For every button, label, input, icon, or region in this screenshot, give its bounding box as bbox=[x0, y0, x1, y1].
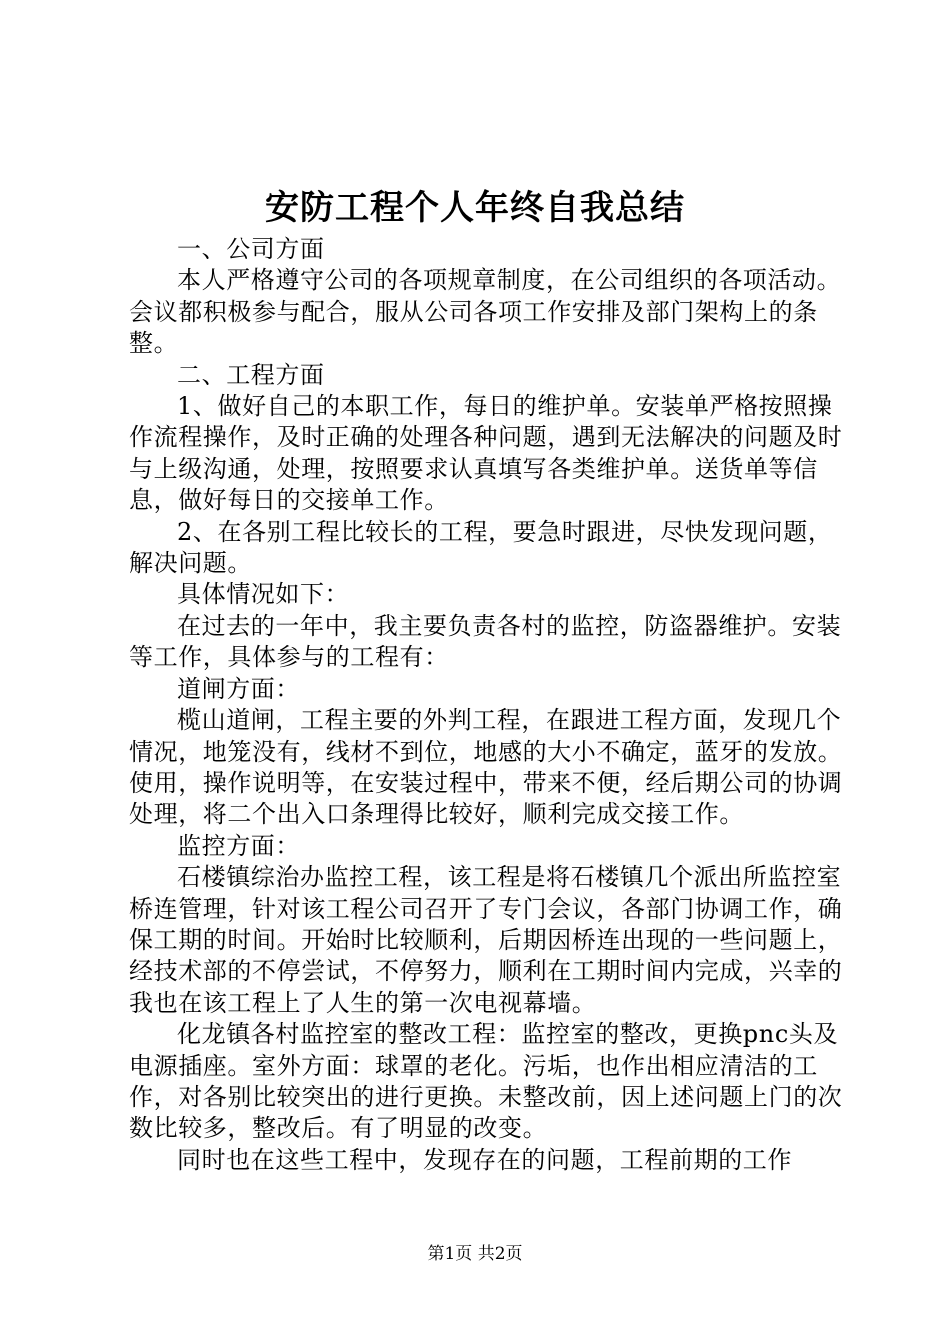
paragraph: 2、在各别工程比较长的工程，要急时跟进，尽快发现问题，解决问题。 bbox=[129, 517, 833, 578]
page-footer: 第1页 共2页 bbox=[427, 1244, 523, 1264]
subheading-monitoring: 监控方面： bbox=[177, 831, 300, 860]
paragraph: 同时也在这些工程中，发现存在的问题，工程前期的工作 bbox=[177, 1145, 792, 1174]
section-heading-engineering: 二、工程方面 bbox=[177, 360, 325, 389]
section-heading-company: 一、公司方面 bbox=[177, 235, 325, 263]
paragraph: 1、做好自己的本职工作，每日的维护单。安装单严格按照操作流程操作，及时正确的处理各种问题，遇到无法解决的问题及时与上级沟通，处理，按照要求认真填写各类维护单。送货单等信息，做好每日的交接单工作。 bbox=[129, 392, 843, 515]
paragraph: 具体情况如下： bbox=[177, 580, 350, 609]
paragraph: 榄山道闸，工程主要的外判工程，在跟进工程方面，发现几个情况，地笼没有，线材不到位，地感的大小不确定，蓝牙的发放。使用，操作说明等，在安装过程中，带来不便，经后期公司的协调处理，将二个出入口条理得比较好，顺利完成交接工作。 bbox=[129, 706, 843, 829]
paragraph: 化龙镇各村监控室的整改工程：监控室的整改，更换pnc头及电源插座。室外方面：球罩的老化。污垢，也作出相应清洁的工作，对各别比较突出的进行更换。未整改前，因上述问题上门的次数比较多，整改后。有了明显的改变。 bbox=[129, 1020, 843, 1143]
document-title: 安防工程个人年终自我总结 bbox=[265, 188, 685, 228]
subheading-barrier-gate: 道闸方面： bbox=[177, 674, 300, 703]
paragraph: 本人严格遵守公司的各项规章制度，在公司组织的各项活动。会议都积极参与配合，服从公司各项工作安排及部门架构上的条整。 bbox=[129, 266, 842, 358]
paragraph: 石楼镇综治办监控工程，该工程是将石楼镇几个派出所监控室桥连管理，针对该工程公司召开了专门会议，各部门协调工作，确保工期的时间。开始时比较顺利，后期因桥连出现的一些问题上，经技术部的不停尝试，不停努力，顺利在工期时间内完成，兴幸的我也在该工程上了人生的第一次电视幕墙。 bbox=[129, 863, 843, 1017]
document-body bbox=[129, 234, 849, 1176]
paragraph: 在过去的一年中，我主要负责各村的监控，防盗器维护。安装等工作，具体参与的工程有： bbox=[129, 611, 842, 672]
